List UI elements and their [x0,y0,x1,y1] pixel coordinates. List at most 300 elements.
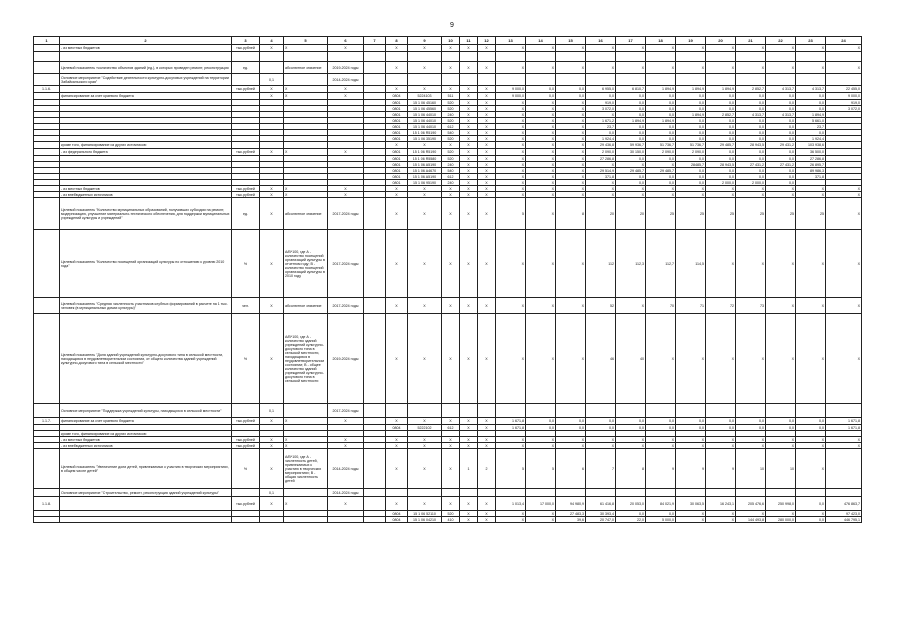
table-cell: 29 485,7 [616,168,646,174]
column-number-7: 7 [364,37,386,45]
table-cell: X [706,517,736,523]
table-cell [284,52,328,62]
table-cell: X [478,149,496,156]
table-cell: X [260,45,284,52]
table-cell: A/B*100, где А - количество посещений организаций культуры в отчетном году; В - количество посещений организаций культуры в 2010 году [284,230,328,298]
column-number-18: 18 [646,37,676,45]
table-cell [408,404,442,418]
table-cell: 28 943,5 [706,162,736,168]
table-cell: 2019-2024 годы [328,62,364,74]
table-cell: ед. [232,62,260,74]
table-cell: X [526,517,556,523]
table-cell: 2017-2024 годы [328,298,364,314]
table-cell: 540 [442,130,460,136]
table-cell: 2 [478,449,496,489]
table-cell: X [260,230,284,298]
table-cell: X [478,112,496,118]
table-cell: 446 795,1 [826,517,862,523]
table-cell: 0,0 [766,168,796,174]
table-cell: 612 [442,124,460,130]
table-cell: X [460,298,478,314]
table-cell: 0,0 [706,168,736,174]
row-code-cell [34,52,60,62]
table-cell: 511 [442,93,460,100]
row-description-cell [60,52,232,62]
table-cell [232,74,260,86]
table-cell: X [766,62,796,74]
column-number-10: 10 [442,37,460,45]
table-cell: 0804 [386,93,408,100]
table-cell [766,74,796,86]
row-description-cell: Целевой показатель «количество объектов зданий (ед.), в которых проведен ремонт, реконструкция [60,62,232,74]
table-cell: X [526,62,556,74]
table-cell [408,74,442,86]
row-description-cell: Основное мероприятие "Строительство, ремонт, реконструкция зданий учреждений культуры" [60,489,232,497]
table-cell: X [386,198,408,230]
table-cell: X [260,149,284,156]
table-cell: 6 [556,449,586,489]
row-code-cell [34,198,60,230]
table-cell: X [826,437,862,443]
table-cell: 97 423,0 [826,511,862,517]
table-cell: X [460,192,478,198]
table-cell: 71 [676,298,706,314]
table-cell: X [736,192,766,198]
table-cell: X [556,124,586,130]
row-code-cell [34,142,60,149]
table-cell: 23,7 [796,124,826,130]
table-cell: X [796,443,826,449]
table-row [34,517,862,523]
table-cell: X [526,118,556,124]
table-cell: 0,0 [526,418,556,425]
table-cell: 0,0 [616,106,646,112]
table-cell: X [646,314,676,404]
table-cell: X [460,156,478,162]
table-cell: X [676,186,706,192]
table-cell: X [260,437,284,443]
table-cell: X [586,443,616,449]
row-description-cell: - из федерального бюджета [60,149,232,156]
table-cell: X [706,230,736,298]
table-cell: 2 000,0 [736,180,766,186]
column-number-4: 4 [260,37,284,45]
table-cell: 25 [706,198,736,230]
table-cell [478,404,496,418]
table-cell: 0,0 [616,425,646,431]
table-cell: 4 313,7 [766,86,796,93]
table-cell: 112 [586,230,616,298]
table-cell: X [408,186,442,192]
table-cell [232,142,260,149]
table-cell: 0,0 [676,100,706,106]
table-cell: 27 286,8 [796,156,826,162]
table-cell: X [796,449,826,489]
table-cell: X [586,112,616,118]
table-cell: X [556,162,586,168]
table-cell [364,449,386,489]
table-cell: X [556,112,586,118]
table-cell: X [478,497,496,511]
row-description-cell: финансирование за счет краевого бюджета [60,418,232,425]
table-cell: 2017-2024 годы [328,404,364,418]
table-cell: 10 [766,449,796,489]
table-cell: 280 000,0 [766,517,796,523]
table-cell: X [496,192,526,198]
table-cell: X [386,497,408,511]
table-cell: 4 313,7 [766,112,796,118]
table-cell: X [766,511,796,517]
table-cell: X [526,180,556,186]
table-cell: 0801 [386,162,408,168]
table-cell: 2 090,0 [586,149,616,156]
table-cell: X [796,298,826,314]
row-description-cell [60,86,232,93]
table-cell: 240 [442,162,460,168]
table-cell [364,298,386,314]
table-cell: 0,0 [766,106,796,112]
table-cell [442,74,460,86]
table-cell: 0,0 [676,156,706,162]
table-cell [766,52,796,62]
table-cell: 5 000,0 [646,517,676,523]
column-number-14: 14 [526,37,556,45]
column-number-12: 12 [478,37,496,45]
table-cell: 2 852,7 [736,86,766,93]
table-row [34,45,862,52]
table-cell: 0,0 [736,149,766,156]
table-cell: 27 483,3 [556,511,586,517]
table-cell: X [556,136,586,142]
table-cell: 0801 [386,149,408,156]
table-cell [556,404,586,418]
table-cell: X [460,425,478,431]
table-cell: 0,0 [646,100,676,106]
table-cell: 5 661,0 [796,118,826,124]
table-cell: X [478,106,496,112]
column-number-16: 16 [586,37,616,45]
table-cell [364,93,386,100]
table-cell: X [478,162,496,168]
table-cell: 612 [442,174,460,180]
table-cell: X [460,198,478,230]
table-cell: X [646,443,676,449]
table-cell: X [328,86,364,93]
table-cell: 0,0 [646,106,676,112]
table-cell: X [766,186,796,192]
table-cell: 25 [736,198,766,230]
table-cell: X [586,62,616,74]
table-cell: 1 671,8 [826,418,862,425]
table-row [34,404,862,418]
table-cell: X [526,142,556,149]
table-cell [556,74,586,86]
table-cell: 28 943,5 [736,142,766,149]
table-cell [676,74,706,86]
table-cell: X [284,149,328,156]
table-cell: 9 [706,449,736,489]
table-cell: X [478,100,496,106]
table-cell: 52 [586,298,616,314]
table-cell: X [706,62,736,74]
table-cell: 0804 [386,511,408,517]
table-cell: 0,0 [676,425,706,431]
table-cell [364,230,386,298]
table-cell: X [796,192,826,198]
table-cell: X [706,437,736,443]
table-cell: 0,0 [766,174,796,180]
table-cell: 0,0 [736,124,766,130]
table-cell: 0,0 [706,106,736,112]
table-cell [478,52,496,62]
table-cell [796,52,826,62]
table-cell: 0,0 [646,156,676,162]
table-cell: X [328,93,364,100]
table-cell: 0,0 [556,425,586,431]
table-cell: X [496,437,526,443]
table-cell [826,74,862,86]
table-cell: X [646,162,676,168]
table-cell: X [386,418,408,425]
table-cell: X [826,443,862,449]
table-cell: 0,0 [766,130,796,136]
table-cell: 29 514,9 [586,168,616,174]
table-cell: X [736,230,766,298]
column-number-17: 17 [616,37,646,45]
table-cell: X [826,62,862,74]
table-cell: 51 736,7 [646,142,676,149]
table-cell: 0,0 [646,511,676,517]
table-cell: 15 1 06 45160 [408,100,442,106]
table-cell: 2017-2024 годы [328,230,364,298]
table-cell: 0,0 [736,130,766,136]
table-cell: X [260,298,284,314]
table-cell: X [408,198,442,230]
table-cell: X [706,186,736,192]
row-code-cell [34,449,60,489]
table-cell: X [478,437,496,443]
table-cell: 15 1 06 R5190 [408,149,442,156]
table-cell: 9 000,0 [826,93,862,100]
table-cell: 0801 [386,118,408,124]
table-cell: X [478,180,496,186]
table-cell: X [556,314,586,404]
table-cell: X [478,174,496,180]
table-cell: 26 895,7 [796,162,826,168]
table-row [34,314,862,404]
row-description-cell: Основное мероприятие "Содействие деятельности культурно-досуговых учреждений на территории Забайкальского края" [60,74,232,86]
row-code-cell: 1.1.8. [34,497,60,511]
table-row [34,418,862,425]
table-cell: 250 998,0 [766,497,796,511]
row-code-cell [34,74,60,86]
table-cell: 0801 [386,180,408,186]
table-cell: X [460,437,478,443]
row-description-cell: кроме того, финансирование из других источников: [60,142,232,149]
table-cell [706,404,736,418]
table-cell: 103 938,6 [796,142,826,149]
table-cell: 29 485,7 [646,168,676,174]
table-cell: 27 431,2 [736,162,766,168]
table-cell [364,517,386,523]
table-cell: X [460,130,478,136]
table-cell: 0,0 [796,418,826,425]
table-cell: 8 [616,449,646,489]
table-cell: 15 1 06 R5190 [408,130,442,136]
table-cell: 520 [442,106,460,112]
table-row [34,497,862,511]
table-cell: X [496,298,526,314]
table-cell: 919,0 [586,100,616,106]
table-cell: 0,0 [676,93,706,100]
table-cell [284,142,328,149]
table-cell: 0801 [386,168,408,174]
table-cell: X [478,142,496,149]
table-cell [364,314,386,404]
table-cell: X [478,136,496,142]
table-cell: 1 671,8 [496,418,526,425]
table-cell: 540 [442,168,460,174]
table-cell: 15 1 06 A5190 [408,162,442,168]
table-cell: 46 [586,314,616,404]
table-cell: 520 [442,156,460,162]
table-cell: 520 [442,149,460,156]
table-cell [442,404,460,418]
table-cell: 0,0 [646,136,676,142]
table-cell: абсолютное значение [284,198,328,230]
table-cell [232,517,260,523]
table-cell [766,404,796,418]
table-cell: X [796,511,826,517]
table-cell [284,404,328,418]
table-cell: X [586,180,616,186]
table-cell: % [232,314,260,404]
table-cell: X [646,62,676,74]
table-cell: 0,0 [646,180,676,186]
table-cell: X [478,118,496,124]
table-cell: X [646,437,676,443]
table-cell: 0,0 [616,100,646,106]
table-cell [826,149,862,156]
table-cell: X [676,62,706,74]
table-cell: 0,0 [616,511,646,517]
table-cell: 36 500,0 [796,149,826,156]
table-cell: X [676,437,706,443]
column-number-row [34,37,862,45]
table-cell: X [496,149,526,156]
table-cell: 4 313,7 [796,86,826,93]
table-cell: 0,0 [646,174,676,180]
table-cell: 112,7 [646,230,676,298]
table-cell: X [442,198,460,230]
table-cell: X [556,192,586,198]
row-code-cell [34,517,60,523]
table-cell: X [496,136,526,142]
table-cell: X [526,136,556,142]
table-cell: 2017-2024 годы [328,198,364,230]
table-cell: 1 671,2 [586,118,616,124]
table-cell: X [766,45,796,52]
table-cell: X [526,314,556,404]
table-cell: 2014-2024 годы [328,74,364,86]
table-cell [676,489,706,497]
table-cell: X [386,192,408,198]
table-cell: X [556,443,586,449]
table-cell: 0,0 [736,106,766,112]
table-cell: 29 485,7 [706,142,736,149]
row-description-cell: Целевой показатель "Средняя численность участников клубных формирований в расчете на 1 тыс. человек (в муниципальных домах культуры)" [60,298,232,314]
table-cell: 27 286,8 [586,156,616,162]
table-cell: X [706,443,736,449]
table-cell [796,489,826,497]
table-cell: 0,0 [646,425,676,431]
table-cell: 0801 [386,100,408,106]
table-cell [586,52,616,62]
table-cell: 0,1 [260,489,284,497]
table-cell: 15 1 06 R5580 [408,156,442,162]
table-cell: X [586,192,616,198]
table-cell: X [386,298,408,314]
table-cell: X [408,443,442,449]
column-number-8: 8 [386,37,408,45]
table-cell: 1 894,9 [706,86,736,93]
table-cell [586,74,616,86]
table-cell: X [386,230,408,298]
table-cell: X [442,62,460,74]
table-cell: X [676,192,706,198]
table-cell: 0,0 [616,156,646,162]
table-cell: X [442,298,460,314]
table-cell: X [826,298,862,314]
table-cell: X [526,174,556,180]
row-description-cell [60,517,232,523]
table-cell: X [260,198,284,230]
table-cell: X [586,437,616,443]
table-cell: X [736,186,766,192]
table-cell: 39,6 [556,517,586,523]
table-cell [676,404,706,418]
table-cell: X [526,298,556,314]
page-number: 9 [450,22,454,29]
column-number-5: 5 [284,37,328,45]
table-cell: X [478,511,496,517]
table-cell: X [460,149,478,156]
table-cell: 0,0 [616,180,646,186]
table-cell: 15 1 06 44010 [408,124,442,130]
table-cell [232,404,260,418]
table-cell: 0,0 [676,180,706,186]
table-cell: 25 [796,198,826,230]
table-cell: X [646,45,676,52]
table-cell: X [496,62,526,74]
table-cell: 0,1 [260,74,284,86]
table-cell: 15 1 06 A4670 [408,168,442,174]
table-cell: 2 000,0 [706,180,736,186]
table-cell: 0,0 [676,136,706,142]
table-cell: X [766,192,796,198]
table-cell: X [328,149,364,156]
table-row [34,86,862,93]
table-cell: 0,0 [766,180,796,186]
row-code-cell [34,149,60,156]
table-cell: 30 393,4 [586,511,616,517]
table-cell: X [460,168,478,174]
table-cell: X [616,298,646,314]
row-code-cell [34,298,60,314]
table-cell [526,404,556,418]
table-cell: X [526,443,556,449]
table-cell: X [260,93,284,100]
